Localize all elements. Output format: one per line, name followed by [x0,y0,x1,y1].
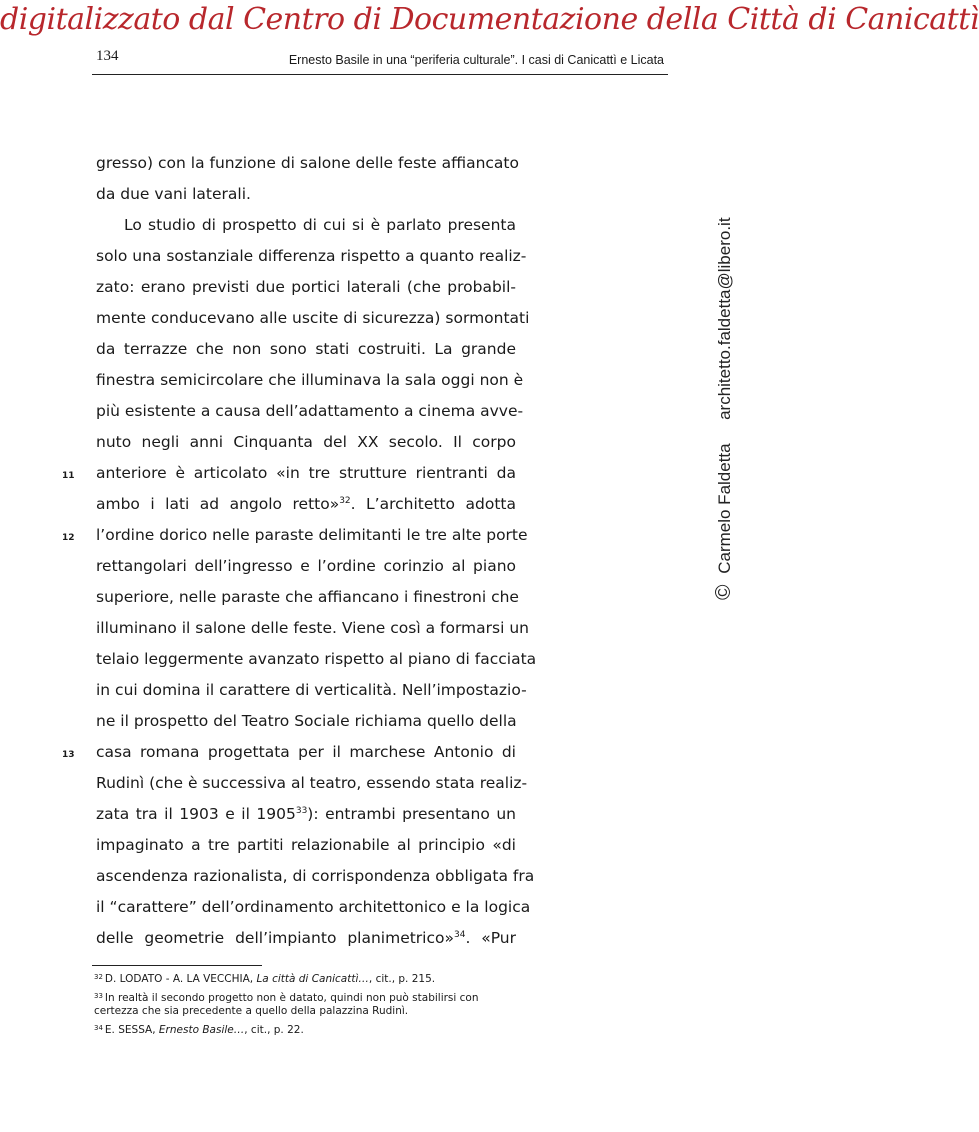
digitization-watermark: digitalizzato dal Centro di Documentazione della Città di Canicattì [0,2,979,37]
running-title: Ernesto Basile in una “periferia culturale”. I casi di Canicattì e Licata [288,53,664,67]
copyright-icon: © [712,584,735,600]
text-fragment: ): entrambi presentano un [307,805,517,823]
margin-note: 11 [62,471,75,481]
text-line: zato: erano previsti due portici laterali (che probabil- [96,278,516,296]
text-line: ascendenza razionalista, di corrispondenza obbligata fra [96,867,535,885]
copyright-email: architetto.faldetta@libero.it [715,217,734,420]
footnote-text: D. LODATO - A. LA VECCHIA, [104,973,257,985]
text-line: ne il prospetto del Teatro Sociale richiama quello della [96,712,517,730]
copyright-notice [712,217,736,600]
footnote-ref-34: 34 [453,930,466,940]
footnote-rule [92,965,262,966]
text-line: finestra semicircolare che illuminava la sala oggi non è [96,371,524,389]
text-line: da due vani laterali. [96,185,251,203]
footnote-number: 34 [94,1024,103,1032]
text-line: anteriore è articolato «in tre strutture rientranti da [96,464,516,482]
text-line: telaio leggermente avanzato rispetto al piano di facciata [96,650,537,668]
footnote [94,1022,524,1037]
footnote-text: E. SESSA, [104,1024,159,1036]
text-line: mente conducevano alle uscite di sicurezza) sormontati [96,309,530,327]
text-line: da terrazze che non sono stati costruiti. La grande [96,340,516,358]
text-line [96,923,516,954]
text-fragment: . L’architetto adotta [350,495,516,513]
footnote [94,971,524,986]
text-line: superiore, nelle paraste che affiancano i finestroni che [96,588,519,606]
margin-note: 13 [62,750,75,760]
footnote-ref-33: 33 [295,806,308,816]
footnote [94,990,524,1018]
text-fragment: zata tra il 1903 e il 1905 [96,805,296,823]
footnote-text: , cit., p. 22. [244,1024,304,1036]
footnotes [94,971,524,1041]
copyright-author: Carmelo Faldetta [715,443,734,574]
footnote-text: In realtà il secondo progetto non è datato, quindi non può stabilirsi con certezza che sia precedente a quello della palazzina Rudinì. [94,992,479,1017]
text-line [96,799,516,830]
footnote-title: Ernesto Basile… [158,1024,245,1036]
footnote-text: , cit., p. 215. [368,973,436,985]
text-line: Lo studio di prospetto di cui si è parlato presenta [124,216,516,234]
margin-note: 12 [62,533,75,543]
text-fragment: ambo i lati ad angolo retto» [96,495,340,513]
footnote-title: La città di Canicattì… [256,973,369,985]
text-line: l’ordine dorico nelle paraste delimitanti le tre alte porte [96,526,528,544]
body-text [96,148,537,954]
text-fragment: delle geometrie dell’impianto planimetrico» [96,929,454,947]
text-line: più esistente a causa dell’adattamento a cinema avve- [96,402,524,420]
text-line: casa romana progettata per il marchese Antonio di [96,743,516,761]
text-line: gresso) con la funzione di salone delle feste affiancato [96,154,519,172]
text-line: rettangolari dell’ingresso e l’ordine corinzio al piano [96,557,516,575]
footnote-number: 32 [94,973,103,981]
footnote-number: 33 [94,992,103,1000]
text-line: illuminano il salone delle feste. Viene così a formarsi un [96,619,529,637]
footnote-ref-32: 32 [339,496,351,506]
text-line: solo una sostanziale differenza rispetto a quanto realiz- [96,247,527,265]
text-line: impaginato a tre partiti relazionabile al principio «di [96,836,516,854]
page-number: 134 [96,48,119,64]
text-line [96,489,516,520]
header-rule [92,74,668,75]
text-line: nuto negli anni Cinquanta del XX secolo. Il corpo [96,433,516,451]
text-line: il “carattere” dell’ordinamento architettonico e la logica [96,898,531,916]
text-line: in cui domina il carattere di verticalità. Nell’impostazio- [96,681,527,699]
text-fragment: . «Pur [465,929,517,947]
text-line: Rudinì (che è successiva al teatro, essendo stata realiz- [96,774,528,792]
